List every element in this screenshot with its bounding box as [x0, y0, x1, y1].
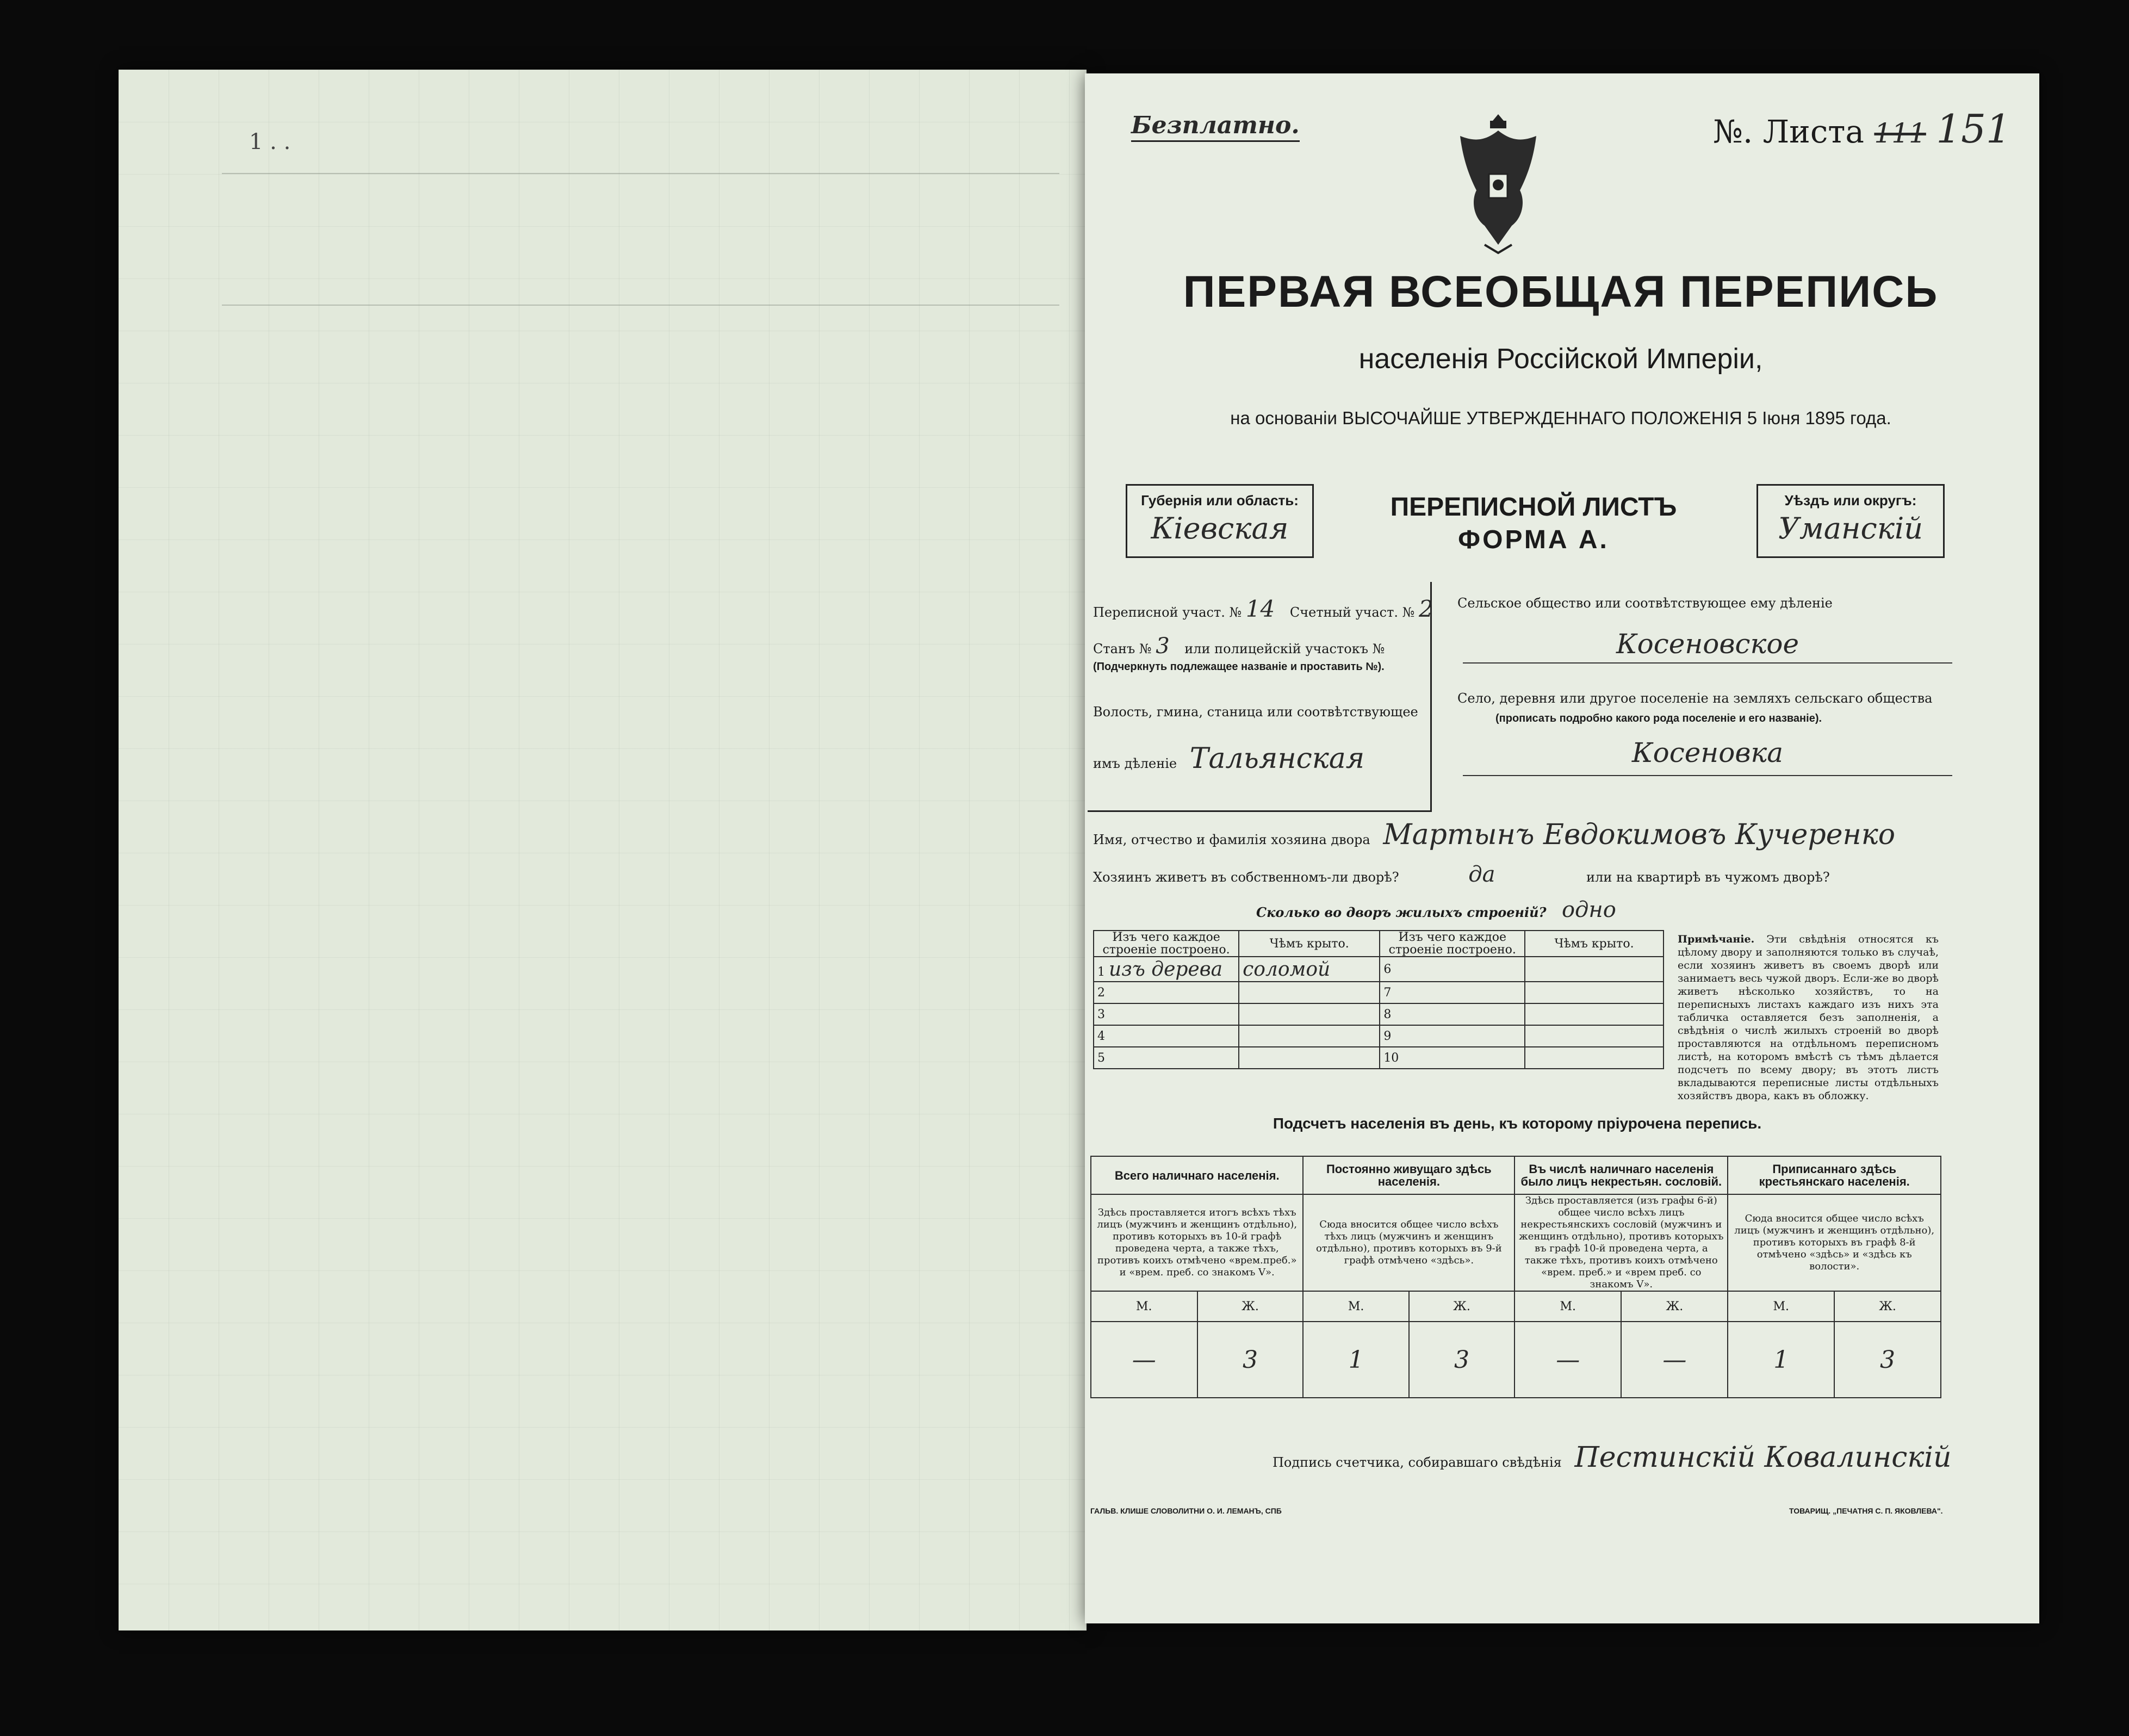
owner-value: Мартынъ Евдокимовъ Кучеренко: [1383, 819, 1896, 851]
page-subtitle: населенія Россійской Имперіи,: [1358, 343, 1763, 375]
signature-value: Пестинскій Ковалинскій: [1574, 1441, 1952, 1474]
m-label: М.: [1303, 1291, 1408, 1322]
perepis-uchast-row: [1093, 596, 1433, 622]
stan-value: 3: [1156, 634, 1170, 659]
gubernia-label: Губернія или область:: [1141, 492, 1299, 509]
selo-label: Село, деревня или другое поселеніе на земляхъ сельскаго общества: [1457, 691, 1933, 706]
count-col-desc-2: Сюда вносится общее число всѣхъ тѣхъ лицъ (мужчинъ и женщинъ отдѣльно), противъ которыхъ въ 9-й графѣ отмѣчено «здѣсь».: [1303, 1194, 1514, 1291]
sheet-number: [1713, 106, 2011, 152]
count-table: [1090, 1156, 1941, 1398]
zh-label: Ж.: [1621, 1291, 1728, 1322]
gubernia-box: [1126, 484, 1314, 558]
roof-cell: [1525, 957, 1664, 982]
left-page: [119, 70, 1087, 1630]
note-label: Примѣчаніе.: [1678, 933, 1755, 945]
volost-label: Волость, гмина, станица или соотвѣтствующее: [1093, 704, 1418, 720]
page-title: ПЕРВАЯ ВСЕОБЩАЯ ПЕРЕПИСЬ: [1183, 267, 1939, 317]
table-row: [1094, 982, 1664, 1003]
perepis-uchast-label: Переписной участ. №: [1093, 605, 1242, 620]
gubernia-value: Кіевская: [1151, 511, 1289, 545]
roof-cell: [1239, 1003, 1380, 1025]
note-text: Эти свѣдѣнія относятся къ цѣлому двору и заполняются только въ случаѣ, если хозяинъ живетъ въ своемъ дворѣ или занимаетъ весь чужой дворъ. Если-же во дворѣ живетъ нѣсколько хозяйствъ, то на переписныхъ листахъ каждаго изъ нихъ эта табличка оставляется безъ заполненія, а свѣдѣнія о числѣ жилыхъ строеній во дворѣ проставляются на отдѣльномъ переписномъ листѣ, на которомъ вмѣстѣ съ тѣмъ дѣлается подсчетъ по всему двору; въ этотъ листъ вкладываются переписные листы отдѣльныхъ хозяйствъ двора, какъ въ обложку.: [1678, 933, 1939, 1102]
building-cell: 3: [1094, 1003, 1239, 1025]
building-cell: 9: [1380, 1025, 1525, 1047]
buildings-value: одно: [1561, 897, 1616, 922]
schetny-label: Счетный участ. №: [1289, 605, 1415, 620]
buildings-col-roof-2: Чѣмъ крыто.: [1525, 931, 1664, 957]
selskoe-label: Сельское общество или соотвѣтствующее ему дѣленіе: [1457, 596, 1833, 611]
count-col-head-4: Приписаннаго здѣсь крестьянскаго населенія.: [1728, 1156, 1941, 1194]
building-cell: 5: [1094, 1047, 1239, 1069]
schetny-value: 2: [1418, 596, 1433, 622]
roof-cell: [1525, 1025, 1664, 1047]
roof-cell: [1239, 1025, 1380, 1047]
zh-label: Ж.: [1197, 1291, 1304, 1322]
volost-label-2: имъ дѣленіе: [1093, 756, 1177, 771]
police-label: или полицейскій участокъ №: [1184, 641, 1385, 656]
table-row: [1094, 1003, 1664, 1025]
owner-row: [1093, 819, 1895, 851]
zh-label: Ж.: [1834, 1291, 1941, 1322]
building-cell: 10: [1380, 1047, 1525, 1069]
building-cell: 1 изъ дерева: [1094, 957, 1239, 982]
form-subtitle: ФОРМА А.: [1458, 525, 1609, 554]
selo-note: (прописать подробно какого рода поселеніе и его названіе).: [1495, 712, 1822, 724]
building-cell: 6: [1380, 957, 1525, 982]
count-col-head-3: Въ числѣ наличнаго населенія было лицъ некрестьян. сословій.: [1514, 1156, 1728, 1194]
underline-note: (Подчеркнуть подлежащее названіе и проставить №).: [1093, 661, 1385, 673]
own-yard-label: Хозяинъ живетъ въ собственномъ-ли дворѣ?: [1093, 870, 1399, 885]
perepis-uchast-value: 14: [1245, 596, 1275, 622]
buildings-table: [1093, 930, 1664, 1069]
stan-row: [1093, 634, 1385, 659]
count-col-desc-1: Здѣсь проставляется итогъ всѣхъ тѣхъ лицъ (мужчинъ и женщинъ отдѣльно), противъ которыхъ въ 10-й графѣ проведена черта, а также тѣхъ, противъ коихъ отмѣчено «врем.преб.» и «врем. преб. со знакомъ V».: [1091, 1194, 1303, 1291]
count-value: 3: [1834, 1322, 1941, 1398]
count-value: —: [1091, 1322, 1197, 1398]
faded-header-band: [222, 173, 1059, 306]
building-cell: 8: [1380, 1003, 1525, 1025]
footer-right: ТОВАРИЩ. „ПЕЧАТНЯ С. П. ЯКОВЛЕВА".: [1789, 1506, 1943, 1515]
volost-row: [1093, 742, 1364, 775]
sheet-number-struck: 111: [1874, 117, 1926, 149]
count-col-desc-3: Здѣсь проставляется (изъ графы 6-й) общее число всѣхъ лицъ некрестьянскихъ сословій (мужчинъ и женщинъ отдѣльно), противъ которыхъ въ графѣ 10-й проведена черта, а также тѣхъ, противъ коихъ отмѣчено «врем. преб.» и «врем преб. со знакомъ V».: [1514, 1194, 1728, 1291]
count-title: Подсчетъ населенія въ день, къ которому пріурочена перепись.: [1273, 1115, 1762, 1132]
sheet-number-handwritten: 151: [1936, 106, 2011, 152]
sheet-number-label: №. Листа: [1713, 113, 1864, 150]
signature-row: [1273, 1441, 1952, 1474]
building-cell: 7: [1380, 982, 1525, 1003]
count-col-head-2: Постоянно живущаго здѣсь населенія.: [1303, 1156, 1514, 1194]
form-title: ПЕРЕПИСНОЙ ЛИСТЪ: [1390, 493, 1677, 522]
count-value: 1: [1303, 1322, 1408, 1398]
signature-label: Подпись счетчика, собиравшаго свѣдѣнія: [1273, 1455, 1562, 1470]
count-col-desc-4: Сюда вносится общее число всѣхъ лицъ (мужчинъ и женщинъ отдѣльно), противъ которыхъ въ графѣ 8-й отмѣчено «здѣсь» и «здѣсь къ волости».: [1728, 1194, 1941, 1291]
imperial-eagle-icon: [1452, 109, 1544, 256]
buildings-col-material-2: Изъ чего каждое строеніе построено.: [1380, 931, 1525, 957]
count-value: —: [1514, 1322, 1621, 1398]
m-label: М.: [1728, 1291, 1834, 1322]
uezd-label: Уѣздъ или округъ:: [1784, 492, 1917, 509]
owner-label: Имя, отчество и фамилія хозяина двора: [1093, 832, 1370, 847]
table-row: [1094, 1025, 1664, 1047]
buildings-col-roof: Чѣмъ крыто.: [1239, 931, 1380, 957]
left-page-mark: 1 . .: [249, 129, 291, 154]
rented-label: или на квартирѣ въ чужомъ дворѣ?: [1586, 870, 1830, 885]
own-yard-row: [1093, 862, 1830, 887]
uezd-box: [1756, 484, 1945, 558]
roof-cell: [1239, 1047, 1380, 1069]
roof-cell: [1525, 1047, 1664, 1069]
m-label: М.: [1091, 1291, 1197, 1322]
buildings-label: Сколько во дворъ жилыхъ строеній?: [1256, 904, 1547, 920]
building-cell: 4: [1094, 1025, 1239, 1047]
building-cell: 2: [1094, 982, 1239, 1003]
footer-left: ГАЛЬВ. КЛИШЕ СЛОВОЛИТНИ О. И. ЛЕМАНЪ, СПБ: [1090, 1506, 1282, 1515]
buildings-note: [1678, 933, 1939, 1102]
buildings-col-material: Изъ чего каждое строеніе построено.: [1094, 931, 1239, 957]
m-label: М.: [1514, 1291, 1621, 1322]
count-value: —: [1621, 1322, 1728, 1398]
selo-value: Косеновка: [1631, 737, 1784, 768]
count-value: 3: [1409, 1322, 1515, 1398]
free-label: Безплатно.: [1131, 111, 1300, 142]
roof-cell: [1525, 1003, 1664, 1025]
count-value: 1: [1728, 1322, 1834, 1398]
buildings-row: [1256, 897, 1616, 922]
uezd-value: Уманскій: [1778, 511, 1923, 545]
page-decree: на основаніи ВЫСОЧАЙШЕ УТВЕРЖДЕННАГО ПОЛОЖЕНІЯ 5 Іюня 1895 года.: [1230, 408, 1891, 428]
table-row: [1094, 1047, 1664, 1069]
roof-cell: соломой: [1239, 957, 1380, 982]
roof-cell: [1239, 982, 1380, 1003]
table-row: [1094, 957, 1664, 982]
stan-label: Станъ №: [1093, 641, 1152, 656]
volost-value: Тальянская: [1189, 742, 1365, 775]
count-value: 3: [1197, 1322, 1304, 1398]
roof-cell: [1525, 982, 1664, 1003]
count-col-head-1: Всего наличнаго населенія.: [1091, 1156, 1303, 1194]
selskoe-value: Косеновское: [1616, 628, 1799, 660]
zh-label: Ж.: [1409, 1291, 1515, 1322]
own-yard-value: да: [1468, 862, 1495, 887]
